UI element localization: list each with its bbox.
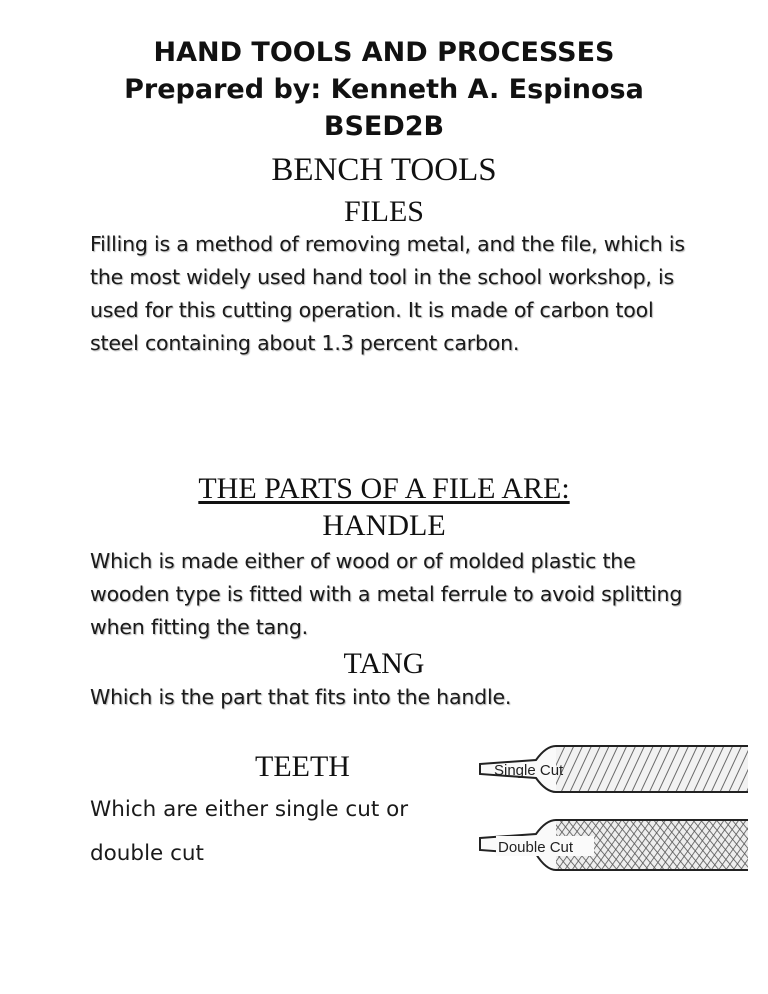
tang-heading: TANG bbox=[343, 647, 425, 680]
teeth-paragraph: Which are either single cut or double cut bbox=[90, 797, 409, 866]
double-cut-label: Double Cut bbox=[498, 839, 574, 856]
file-cuts-illustration bbox=[478, 742, 748, 882]
double-cut-file bbox=[480, 820, 748, 870]
author-line: Prepared by: Kenneth A. Espinosa bbox=[124, 74, 644, 105]
files-paragraph: Filling is a method of removing metal, and the file, which is the most widely used hand tool in the school workshop, is used for this cutting operation. It is made of carbon tool steel containing about 1.3 percent carbon. bbox=[90, 232, 685, 355]
handle-paragraph: Which is made either of wood or of molded plastic the wooden type is fitted with a metal ferrule to avoid splitting when fitting the tang. bbox=[90, 549, 683, 639]
section-heading-bench-tools: BENCH TOOLS bbox=[271, 152, 497, 188]
parts-heading: THE PARTS OF A FILE ARE: bbox=[198, 472, 570, 505]
teeth-heading: TEETH bbox=[255, 750, 350, 783]
tang-paragraph: Which is the part that fits into the handle. bbox=[90, 685, 512, 709]
single-cut-label: Single Cut bbox=[494, 762, 564, 779]
single-cut-file bbox=[480, 746, 748, 792]
title-block bbox=[0, 34, 768, 145]
handle-heading: HANDLE bbox=[322, 509, 446, 542]
class-section: BSED2B bbox=[323, 111, 445, 142]
subheading-files: FILES bbox=[343, 195, 424, 228]
document-title: HAND TOOLS AND PROCESSES bbox=[153, 37, 615, 68]
